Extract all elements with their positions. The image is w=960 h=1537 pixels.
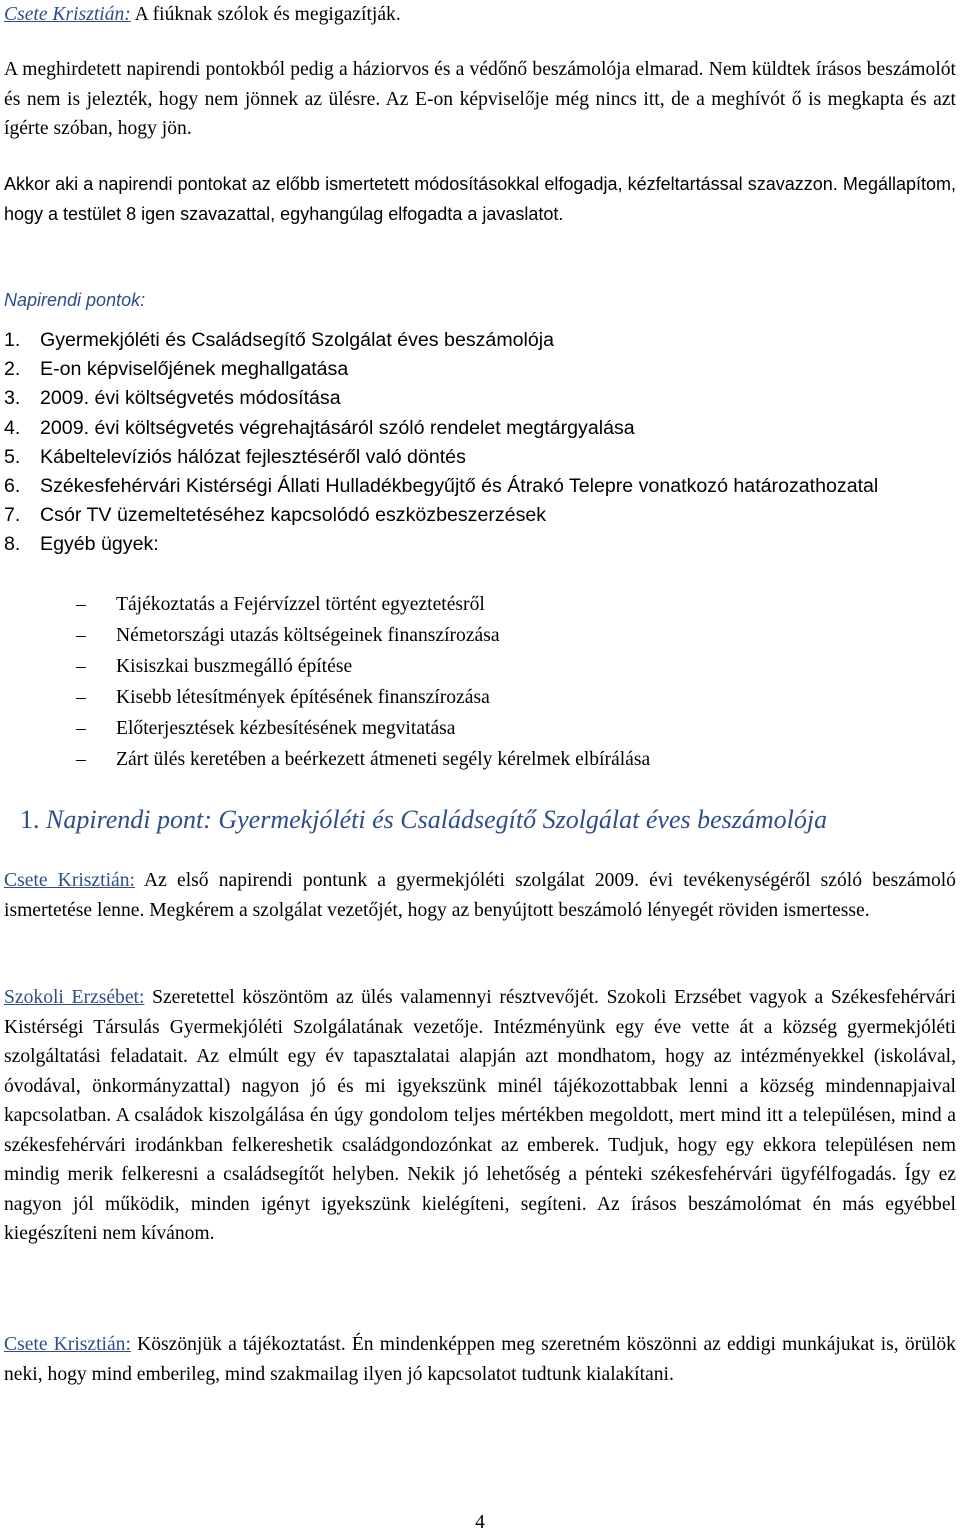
agenda-item xyxy=(4,443,956,472)
agenda-title: Napirendi pontok: xyxy=(4,290,146,310)
vote-call: Akkor aki a napirendi pontokat az előbb ismertetett módosításokkal elfogadja, kézfeltartással szavazzon. xyxy=(4,174,838,194)
page-number: 4 xyxy=(475,1512,485,1533)
sub-item xyxy=(4,620,956,651)
sub-item-text: Kisiszkai buszmegálló építése xyxy=(116,656,353,677)
paragraph-absent-reports: A meghirdetett napirendi pontokból pedig a háziorvos és a védőnő beszámolója elmarad. Nem küldtek írásos beszámolót és nem is jelezték, hogy nem jönnek az ülésre. Az E-on képviselője még nincs itt, de a meghívót ő is megkapta és azt ígérte szóban, hogy jön. xyxy=(4,59,956,139)
speech-text: Szeretettel köszöntöm az ülés valamennyi résztvevőjét. Szokoli Erzsébet vagyok a Székesfehérvári Kistérségi Társulás Gyermekjóléti Szolgálatának vezetője. Intézményünk egy éve vette át a község gyermekjóléti szolgáltatási feladatait. Az elmúlt egy év tapasztalatai alapján azt mondhatom, hogy az intézményekkel (iskolával, óvodával, önkormányzattal) nagyon jó és mi igyekszünk minél tájékozottabbak lenni a község mindennapjaival kapcsolatban. A családok kiszolgálása én úgy gondolom teljes mértékben megoldott, mert mind itt a településen, mind a székesfehérvári irodánkban felkereshetik családgondozónkat az emberek. Tudjuk, hogy egy ekkora településen nem mindig merik felkeresni a családsegítőt helyben. Nekik jó lehetőség a pénteki székesfehérvári ügyfélfogadás. Így ez nagyon jól működik, minden igényt igyekszünk kielégíteni, segíteni. Az írásos beszámolómat én más egyébbel kiegészíteni nem kívánom. xyxy=(4,987,956,1244)
dash-bullet: – xyxy=(76,718,86,739)
agenda-item-number: 1. xyxy=(4,329,21,351)
dash-bullet: – xyxy=(76,749,86,770)
speaker-name: Csete Krisztián: xyxy=(4,4,131,25)
speech-text: Köszönjük a tájékoztatást. Én mindenképpen meg szeretném köszönni az eddigi munkájukat is, örülök neki, hogy mind emberileg, mind szakmailag ilyen jó kapcsolatot tudtunk kialakítani. xyxy=(4,1334,956,1385)
dash-bullet: – xyxy=(76,687,86,708)
agenda-item xyxy=(4,530,956,559)
agenda-item xyxy=(4,472,956,501)
agenda-item-text: E-on képviselőjének meghallgatása xyxy=(40,358,349,381)
intro-text: A fiúknak szólok és megigazítják. xyxy=(130,4,401,25)
sub-item xyxy=(4,682,956,713)
agenda-item-text: Csór TV üzemeltetéséhez kapcsolódó eszközbeszerzések xyxy=(40,504,547,527)
agenda-item xyxy=(4,501,956,530)
agenda-item-text: Kábeltelevíziós hálózat fejlesztéséről való döntés xyxy=(40,445,466,468)
sub-item-text: Tájékoztatás a Fejérvízzel történt egyeztetésről xyxy=(116,594,485,615)
agenda-item-number: 2. xyxy=(4,358,21,381)
agenda-list xyxy=(4,326,956,560)
agenda-item xyxy=(4,384,956,413)
agenda-item xyxy=(4,326,956,355)
speech-report xyxy=(4,983,956,1249)
agenda-item-number: 3. xyxy=(4,387,21,410)
dash-bullet: – xyxy=(76,625,86,646)
sub-item-text: Zárt ülés keretében a beérkezett átmeneti segély kérelmek elbírálása xyxy=(116,749,651,770)
agenda-item xyxy=(4,414,956,443)
sub-item xyxy=(4,713,956,744)
speech-chair-thanks xyxy=(4,1330,956,1389)
speech-text: Az első napirendi pontunk a gyermekjóléti szolgálat 2009. évi tevékenységéről szóló beszámoló ismertetése lenne. Megkérem a szolgálat vezetőjét, hogy az benyújtott beszámoló lényegét röviden ismertesse. xyxy=(4,870,956,921)
agenda-item-text: Gyermekjóléti és Családsegítő Szolgálat éves beszámolója xyxy=(40,329,555,351)
agenda-item-number: 8. xyxy=(4,533,21,556)
agenda-item-text: Székesfehérvári Kistérségi Állati Hulladékbegyűjtő és Átrakó Telepre vonatkozó határozathozatal xyxy=(40,475,879,498)
dash-bullet: – xyxy=(76,594,86,615)
sub-item-text: Kisebb létesítmények építésének finanszírozása xyxy=(116,687,490,708)
other-items-list xyxy=(4,589,956,775)
agenda-item-text: 2009. évi költségvetés módosítása xyxy=(40,387,341,410)
speech-chair-intro xyxy=(4,866,956,925)
agenda-item-text: 2009. évi költségvetés végrehajtásáról szóló rendelet megtárgyalása xyxy=(40,416,635,439)
sub-item xyxy=(4,651,956,682)
sub-item xyxy=(4,589,956,620)
agenda-item-number: 4. xyxy=(4,416,21,439)
agenda-item-number: 7. xyxy=(4,504,21,527)
sub-item xyxy=(4,744,956,775)
agenda-item-number: 5. xyxy=(4,445,21,468)
agenda-item xyxy=(4,355,956,384)
sub-item-text: Előterjesztések kézbesítésének megvitatása xyxy=(116,718,456,739)
paragraph-vote xyxy=(4,170,956,229)
section-title: Napirendi pont: Gyermekjóléti és Családsegítő Szolgálat éves beszámolója xyxy=(39,805,828,834)
section-heading xyxy=(20,803,956,837)
speaker-name: Csete Krisztián: xyxy=(4,1334,131,1355)
dash-bullet: – xyxy=(76,656,86,677)
speaker-name: Csete Krisztián: xyxy=(4,870,135,891)
section-number: 1. xyxy=(20,805,40,834)
sub-item-text: Németországi utazás költségeinek finanszírozása xyxy=(116,625,500,646)
speaker-name: Szokoli Erzsébet: xyxy=(4,987,145,1008)
intro-line xyxy=(4,0,956,30)
vote-result: Megállapítom, hogy a testület 8 igen szavazattal, egyhangúlag elfogadta a javaslatot. xyxy=(4,174,956,224)
agenda-item-number: 6. xyxy=(4,475,21,498)
agenda-item-text: Egyéb ügyek: xyxy=(40,533,159,556)
